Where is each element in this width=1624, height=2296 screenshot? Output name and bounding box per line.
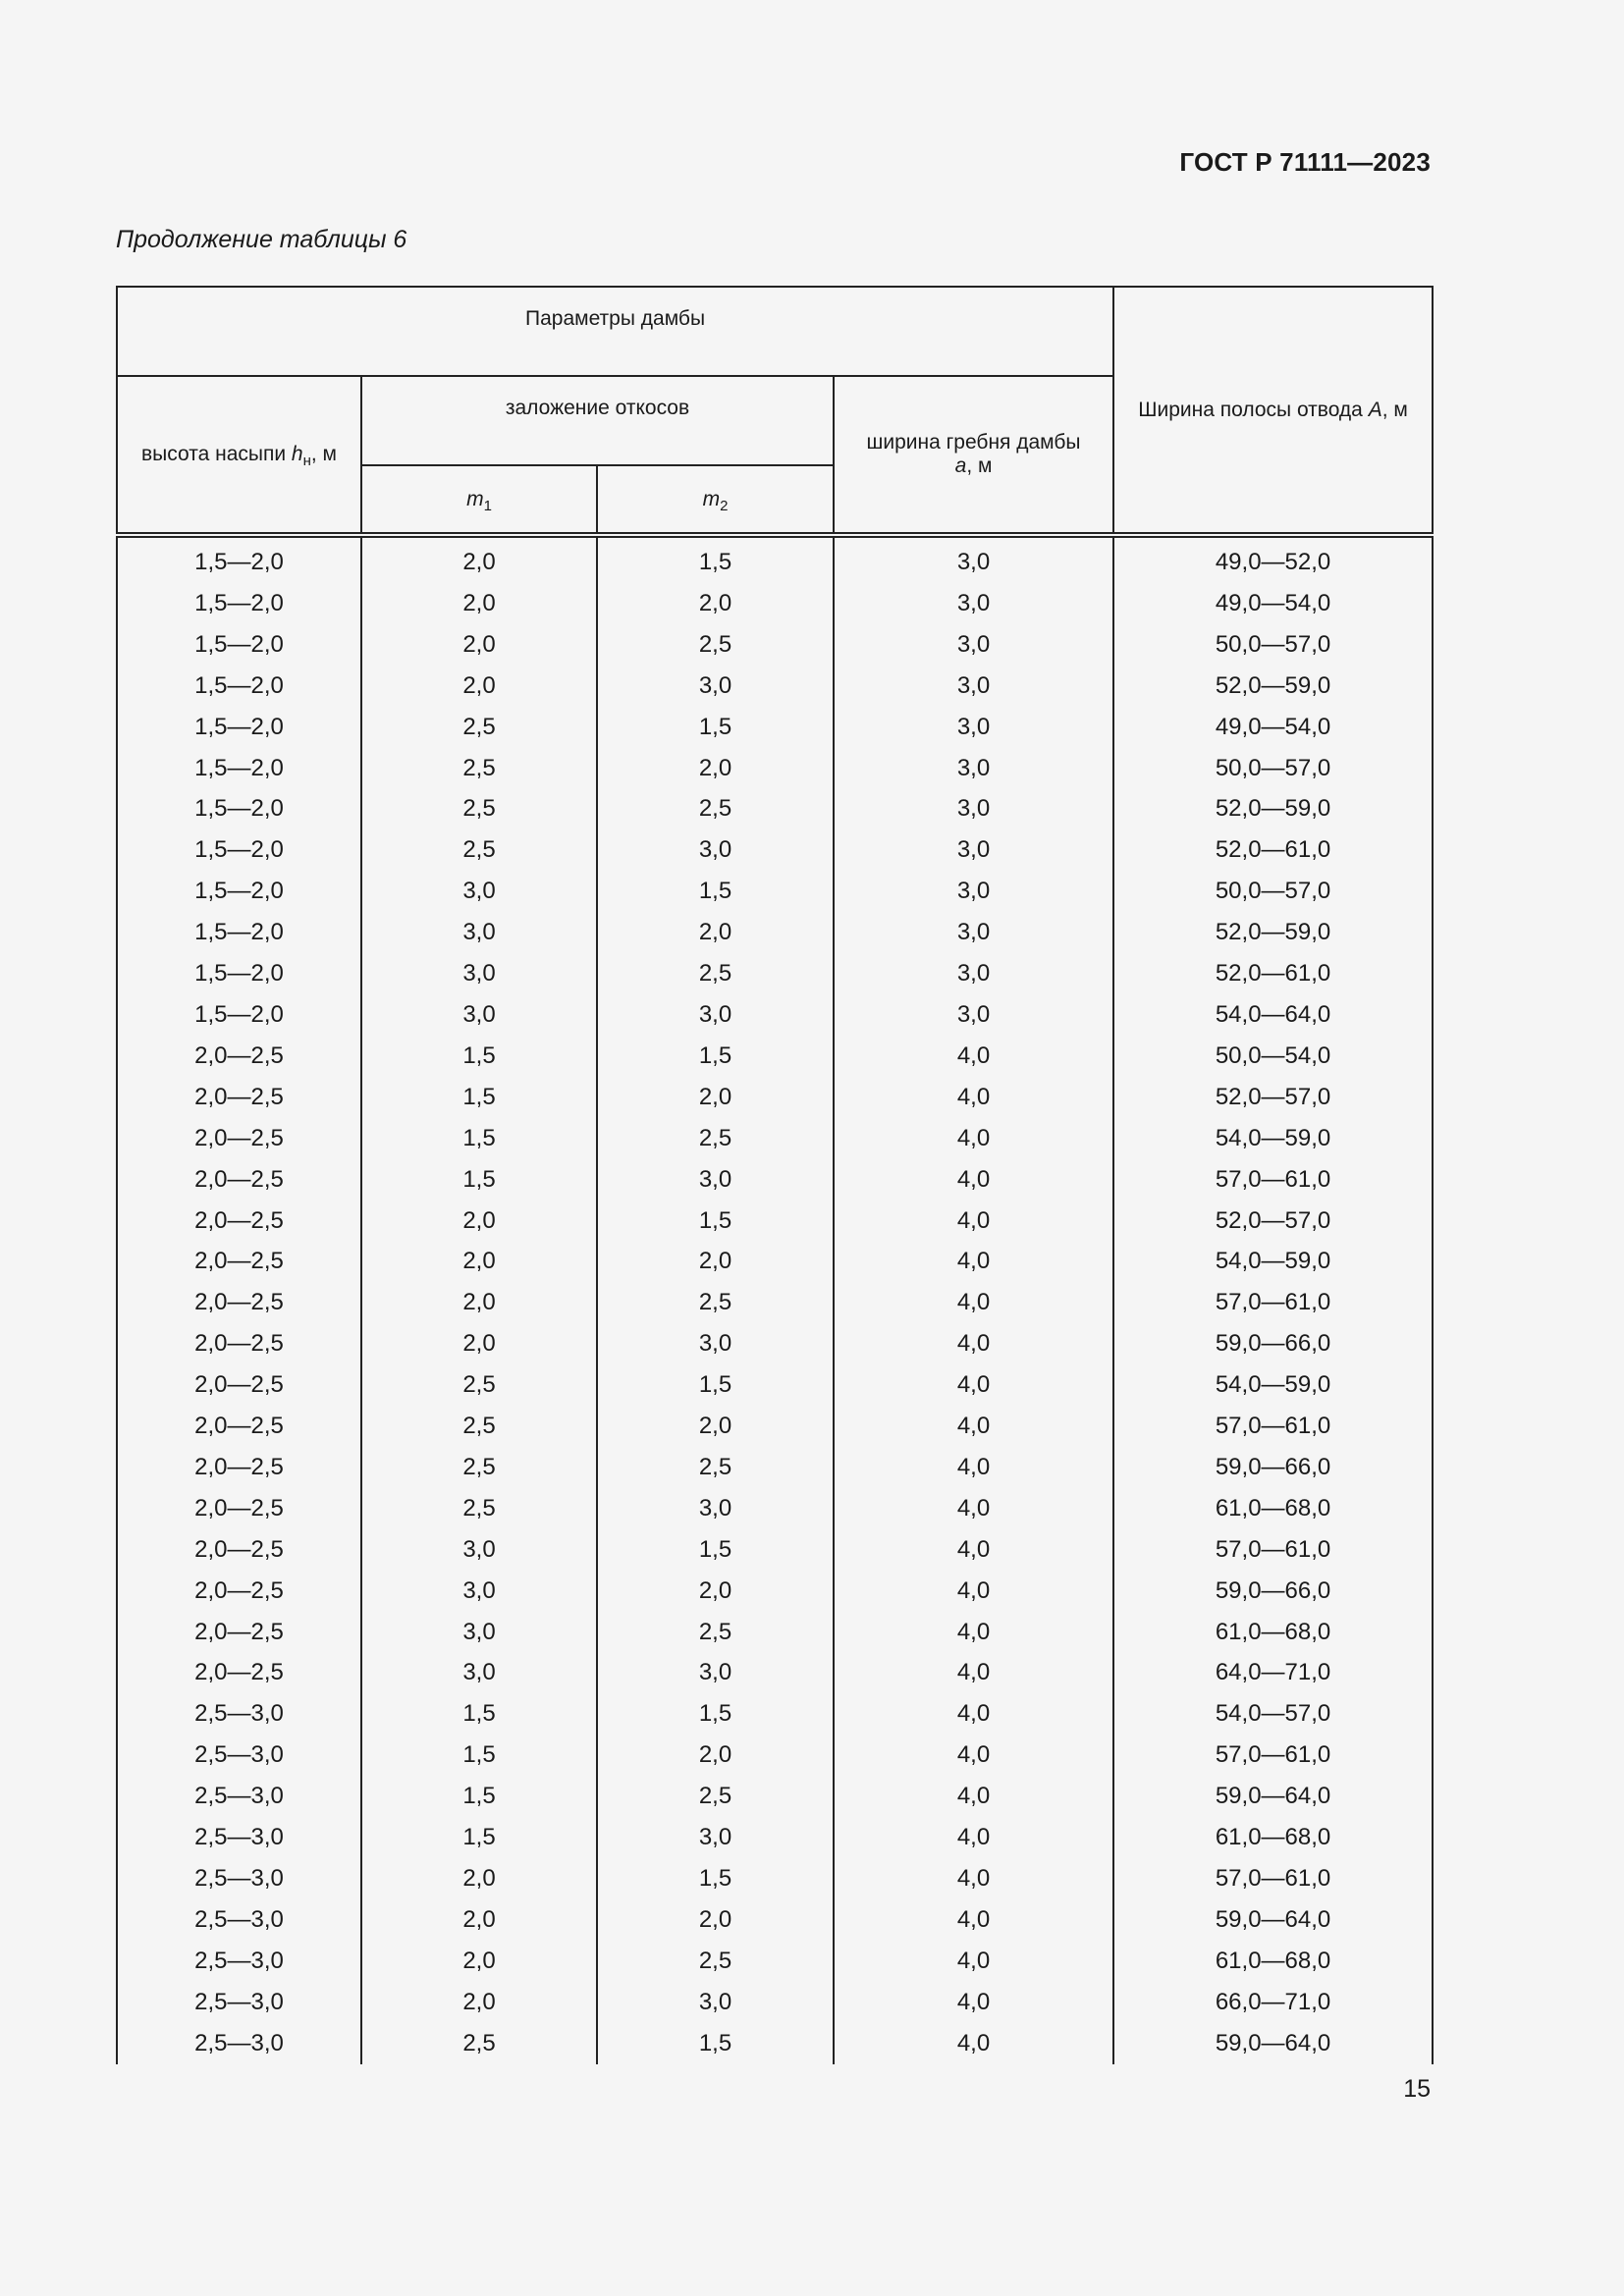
table-row xyxy=(117,1899,1433,1941)
cell-strip-width: 57,0—61,0 xyxy=(1113,1406,1433,1447)
header-m1 xyxy=(361,465,597,535)
cell-crest-width: 4,0 xyxy=(834,1159,1113,1201)
cell-height: 2,5—3,0 xyxy=(117,1941,361,1982)
cell-strip-width: 54,0—59,0 xyxy=(1113,1364,1433,1406)
cell-crest-width: 4,0 xyxy=(834,1776,1113,1817)
header-crest-width xyxy=(834,376,1113,535)
cell-m1: 2,0 xyxy=(361,1941,597,1982)
cell-height: 2,0—2,5 xyxy=(117,1159,361,1201)
cell-height: 1,5—2,0 xyxy=(117,583,361,624)
table-row xyxy=(117,707,1433,748)
header-dam-parameters: Параметры дамбы xyxy=(117,287,1113,376)
cell-m1: 3,0 xyxy=(361,1652,597,1693)
cell-strip-width: 61,0—68,0 xyxy=(1113,1612,1433,1653)
cell-height: 2,0—2,5 xyxy=(117,1036,361,1077)
cell-m2: 2,0 xyxy=(597,583,834,624)
cell-m2: 2,0 xyxy=(597,1077,834,1118)
cell-height: 2,0—2,5 xyxy=(117,1612,361,1653)
cell-strip-width: 49,0—52,0 xyxy=(1113,535,1433,583)
cell-m2: 1,5 xyxy=(597,1858,834,1899)
cell-m2: 2,5 xyxy=(597,1447,834,1488)
table-row xyxy=(117,1776,1433,1817)
cell-m2: 3,0 xyxy=(597,1323,834,1364)
cell-m2: 2,0 xyxy=(597,1899,834,1941)
cell-height: 1,5—2,0 xyxy=(117,535,361,583)
table-row xyxy=(117,1858,1433,1899)
header-height-symbol: h xyxy=(291,443,303,465)
cell-m1: 2,5 xyxy=(361,2023,597,2064)
cell-height: 1,5—2,0 xyxy=(117,748,361,789)
cell-height: 1,5—2,0 xyxy=(117,953,361,994)
cell-m2: 1,5 xyxy=(597,535,834,583)
cell-crest-width: 4,0 xyxy=(834,1118,1113,1159)
cell-m1: 2,0 xyxy=(361,1241,597,1282)
cell-height: 1,5—2,0 xyxy=(117,871,361,912)
cell-height: 2,5—3,0 xyxy=(117,1693,361,1735)
table-row xyxy=(117,1941,1433,1982)
cell-strip-width: 61,0—68,0 xyxy=(1113,1488,1433,1529)
cell-m2: 3,0 xyxy=(597,1488,834,1529)
cell-m2: 2,5 xyxy=(597,624,834,666)
header-embankment-height xyxy=(117,376,361,535)
cell-strip-width: 50,0—57,0 xyxy=(1113,871,1433,912)
table-row xyxy=(117,912,1433,953)
table-row xyxy=(117,666,1433,707)
cell-m1: 1,5 xyxy=(361,1735,597,1776)
cell-height: 2,0—2,5 xyxy=(117,1323,361,1364)
header-strip-width xyxy=(1113,287,1433,535)
cell-strip-width: 52,0—57,0 xyxy=(1113,1077,1433,1118)
cell-strip-width: 59,0—66,0 xyxy=(1113,1323,1433,1364)
header-m2-subscript: 2 xyxy=(720,497,729,514)
cell-height: 2,5—3,0 xyxy=(117,1776,361,1817)
cell-m2: 3,0 xyxy=(597,829,834,871)
cell-crest-width: 4,0 xyxy=(834,1982,1113,2023)
header-crest-unit: , м xyxy=(966,454,993,477)
table-row xyxy=(117,1159,1433,1201)
cell-crest-width: 4,0 xyxy=(834,1323,1113,1364)
cell-m2: 2,0 xyxy=(597,912,834,953)
cell-height: 2,5—3,0 xyxy=(117,1982,361,2023)
cell-height: 2,0—2,5 xyxy=(117,1652,361,1693)
cell-strip-width: 52,0—61,0 xyxy=(1113,829,1433,871)
cell-m1: 2,5 xyxy=(361,1364,597,1406)
cell-m1: 2,5 xyxy=(361,1447,597,1488)
document-standard-id: ГОСТ Р 71111—2023 xyxy=(1179,147,1431,177)
cell-m1: 3,0 xyxy=(361,1612,597,1653)
cell-strip-width: 52,0—57,0 xyxy=(1113,1201,1433,1242)
cell-m2: 2,5 xyxy=(597,1612,834,1653)
cell-crest-width: 3,0 xyxy=(834,707,1113,748)
table-row xyxy=(117,2023,1433,2064)
table-row xyxy=(117,1693,1433,1735)
cell-m1: 3,0 xyxy=(361,912,597,953)
cell-m1: 1,5 xyxy=(361,1817,597,1858)
table-row xyxy=(117,1817,1433,1858)
table-row xyxy=(117,1529,1433,1571)
cell-m1: 1,5 xyxy=(361,1118,597,1159)
cell-m1: 2,0 xyxy=(361,624,597,666)
cell-height: 1,5—2,0 xyxy=(117,666,361,707)
cell-strip-width: 59,0—64,0 xyxy=(1113,1776,1433,1817)
table-row xyxy=(117,1447,1433,1488)
header-strip-width-unit: , м xyxy=(1381,398,1408,421)
cell-strip-width: 54,0—59,0 xyxy=(1113,1241,1433,1282)
cell-strip-width: 52,0—61,0 xyxy=(1113,953,1433,994)
cell-crest-width: 3,0 xyxy=(834,994,1113,1036)
cell-strip-width: 57,0—61,0 xyxy=(1113,1282,1433,1323)
cell-height: 1,5—2,0 xyxy=(117,994,361,1036)
cell-m1: 2,0 xyxy=(361,1899,597,1941)
cell-strip-width: 57,0—61,0 xyxy=(1113,1529,1433,1571)
cell-m2: 1,5 xyxy=(597,1529,834,1571)
header-m2 xyxy=(597,465,834,535)
header-height-text: высота насыпи xyxy=(141,443,292,465)
cell-crest-width: 4,0 xyxy=(834,1241,1113,1282)
table-row xyxy=(117,583,1433,624)
cell-m2: 2,0 xyxy=(597,1735,834,1776)
cell-height: 2,0—2,5 xyxy=(117,1447,361,1488)
cell-strip-width: 57,0—61,0 xyxy=(1113,1159,1433,1201)
cell-crest-width: 3,0 xyxy=(834,666,1113,707)
cell-m1: 3,0 xyxy=(361,871,597,912)
table-row xyxy=(117,1323,1433,1364)
cell-strip-width: 57,0—61,0 xyxy=(1113,1858,1433,1899)
cell-m2: 3,0 xyxy=(597,994,834,1036)
cell-m2: 3,0 xyxy=(597,1982,834,2023)
cell-m1: 2,5 xyxy=(361,748,597,789)
table-row xyxy=(117,1406,1433,1447)
cell-crest-width: 4,0 xyxy=(834,1282,1113,1323)
cell-m1: 2,0 xyxy=(361,1982,597,2023)
cell-m2: 3,0 xyxy=(597,1159,834,1201)
header-crest-text: ширина гребня дамбы xyxy=(866,431,1081,454)
cell-strip-width: 52,0—59,0 xyxy=(1113,666,1433,707)
cell-m1: 2,5 xyxy=(361,1488,597,1529)
cell-crest-width: 3,0 xyxy=(834,912,1113,953)
cell-crest-width: 4,0 xyxy=(834,1612,1113,1653)
table-row xyxy=(117,748,1433,789)
table-row xyxy=(117,624,1433,666)
cell-m1: 3,0 xyxy=(361,953,597,994)
cell-height: 2,0—2,5 xyxy=(117,1571,361,1612)
table-row xyxy=(117,1118,1433,1159)
cell-m2: 2,5 xyxy=(597,1282,834,1323)
cell-m1: 1,5 xyxy=(361,1693,597,1735)
table-row xyxy=(117,1364,1433,1406)
cell-strip-width: 49,0—54,0 xyxy=(1113,583,1433,624)
cell-height: 1,5—2,0 xyxy=(117,788,361,829)
cell-strip-width: 54,0—64,0 xyxy=(1113,994,1433,1036)
cell-m2: 1,5 xyxy=(597,871,834,912)
cell-crest-width: 3,0 xyxy=(834,624,1113,666)
cell-crest-width: 4,0 xyxy=(834,1571,1113,1612)
cell-crest-width: 4,0 xyxy=(834,1941,1113,1982)
table-row xyxy=(117,829,1433,871)
cell-height: 1,5—2,0 xyxy=(117,912,361,953)
cell-m2: 1,5 xyxy=(597,1364,834,1406)
page-number: 15 xyxy=(1403,2075,1431,2103)
cell-height: 2,5—3,0 xyxy=(117,1899,361,1941)
cell-strip-width: 57,0—61,0 xyxy=(1113,1735,1433,1776)
cell-height: 2,5—3,0 xyxy=(117,1817,361,1858)
cell-crest-width: 4,0 xyxy=(834,1529,1113,1571)
cell-m2: 1,5 xyxy=(597,1201,834,1242)
cell-m1: 3,0 xyxy=(361,994,597,1036)
table-row xyxy=(117,871,1433,912)
cell-crest-width: 4,0 xyxy=(834,1447,1113,1488)
cell-crest-width: 4,0 xyxy=(834,1858,1113,1899)
table-row xyxy=(117,1036,1433,1077)
table-row xyxy=(117,1077,1433,1118)
cell-m1: 2,0 xyxy=(361,583,597,624)
cell-m1: 2,5 xyxy=(361,788,597,829)
table-row xyxy=(117,1571,1433,1612)
cell-crest-width: 4,0 xyxy=(834,1899,1113,1941)
cell-m1: 2,0 xyxy=(361,1858,597,1899)
cell-crest-width: 3,0 xyxy=(834,535,1113,583)
header-m1-subscript: 1 xyxy=(483,497,492,514)
cell-height: 2,0—2,5 xyxy=(117,1282,361,1323)
cell-height: 2,0—2,5 xyxy=(117,1201,361,1242)
cell-m1: 2,5 xyxy=(361,1406,597,1447)
cell-m1: 1,5 xyxy=(361,1036,597,1077)
cell-crest-width: 4,0 xyxy=(834,1077,1113,1118)
cell-height: 2,0—2,5 xyxy=(117,1118,361,1159)
header-slope-ratio: заложение откосов xyxy=(361,376,834,465)
table-row xyxy=(117,1735,1433,1776)
cell-height: 2,5—3,0 xyxy=(117,1858,361,1899)
cell-m1: 1,5 xyxy=(361,1077,597,1118)
header-height-unit: , м xyxy=(310,443,337,465)
cell-crest-width: 3,0 xyxy=(834,953,1113,994)
cell-m2: 2,5 xyxy=(597,1941,834,1982)
cell-strip-width: 64,0—71,0 xyxy=(1113,1652,1433,1693)
cell-strip-width: 59,0—64,0 xyxy=(1113,2023,1433,2064)
cell-m2: 2,5 xyxy=(597,1118,834,1159)
cell-crest-width: 3,0 xyxy=(834,829,1113,871)
cell-m2: 1,5 xyxy=(597,1693,834,1735)
cell-m2: 2,0 xyxy=(597,1406,834,1447)
cell-crest-width: 4,0 xyxy=(834,1652,1113,1693)
cell-m1: 2,5 xyxy=(361,707,597,748)
cell-m1: 1,5 xyxy=(361,1776,597,1817)
header-strip-width-text: Ширина полосы отвода xyxy=(1138,398,1369,421)
cell-m1: 2,0 xyxy=(361,666,597,707)
cell-strip-width: 52,0—59,0 xyxy=(1113,912,1433,953)
cell-m1: 1,5 xyxy=(361,1159,597,1201)
cell-m1: 2,5 xyxy=(361,829,597,871)
cell-crest-width: 3,0 xyxy=(834,788,1113,829)
cell-m1: 2,0 xyxy=(361,1323,597,1364)
cell-strip-width: 59,0—64,0 xyxy=(1113,1899,1433,1941)
table-row xyxy=(117,535,1433,583)
table-container xyxy=(116,286,1432,2064)
table-row xyxy=(117,994,1433,1036)
cell-m2: 2,0 xyxy=(597,748,834,789)
table-row xyxy=(117,788,1433,829)
cell-m2: 3,0 xyxy=(597,1652,834,1693)
header-m2-symbol: m xyxy=(702,487,721,510)
cell-height: 2,5—3,0 xyxy=(117,1735,361,1776)
cell-crest-width: 3,0 xyxy=(834,871,1113,912)
cell-height: 2,0—2,5 xyxy=(117,1241,361,1282)
table-row xyxy=(117,1982,1433,2023)
table-row xyxy=(117,1201,1433,1242)
cell-m1: 2,0 xyxy=(361,535,597,583)
cell-m2: 3,0 xyxy=(597,1817,834,1858)
cell-strip-width: 61,0—68,0 xyxy=(1113,1941,1433,1982)
table-body xyxy=(117,535,1433,2064)
cell-height: 2,0—2,5 xyxy=(117,1529,361,1571)
cell-height: 1,5—2,0 xyxy=(117,829,361,871)
cell-m2: 2,5 xyxy=(597,1776,834,1817)
cell-crest-width: 3,0 xyxy=(834,583,1113,624)
cell-strip-width: 66,0—71,0 xyxy=(1113,1982,1433,2023)
table-row xyxy=(117,1241,1433,1282)
cell-strip-width: 54,0—59,0 xyxy=(1113,1118,1433,1159)
cell-height: 2,0—2,5 xyxy=(117,1406,361,1447)
cell-strip-width: 49,0—54,0 xyxy=(1113,707,1433,748)
cell-m1: 3,0 xyxy=(361,1571,597,1612)
cell-crest-width: 4,0 xyxy=(834,1201,1113,1242)
cell-m2: 1,5 xyxy=(597,1036,834,1077)
cell-m2: 2,0 xyxy=(597,1571,834,1612)
header-height-subscript: н xyxy=(302,453,311,469)
table-header xyxy=(117,287,1433,535)
cell-crest-width: 4,0 xyxy=(834,1488,1113,1529)
cell-m1: 3,0 xyxy=(361,1529,597,1571)
cell-m2: 2,0 xyxy=(597,1241,834,1282)
cell-height: 2,0—2,5 xyxy=(117,1364,361,1406)
cell-m1: 2,0 xyxy=(361,1282,597,1323)
table-row xyxy=(117,1652,1433,1693)
cell-height: 2,0—2,5 xyxy=(117,1077,361,1118)
cell-height: 1,5—2,0 xyxy=(117,624,361,666)
table-row xyxy=(117,1488,1433,1529)
cell-strip-width: 59,0—66,0 xyxy=(1113,1571,1433,1612)
cell-crest-width: 4,0 xyxy=(834,1817,1113,1858)
table-row xyxy=(117,1612,1433,1653)
cell-m2: 2,5 xyxy=(597,788,834,829)
cell-height: 2,5—3,0 xyxy=(117,2023,361,2064)
cell-crest-width: 4,0 xyxy=(834,1036,1113,1077)
cell-strip-width: 61,0—68,0 xyxy=(1113,1817,1433,1858)
header-strip-width-symbol: A xyxy=(1368,398,1382,421)
cell-crest-width: 4,0 xyxy=(834,1406,1113,1447)
cell-crest-width: 3,0 xyxy=(834,748,1113,789)
cell-strip-width: 50,0—57,0 xyxy=(1113,624,1433,666)
cell-crest-width: 4,0 xyxy=(834,1364,1113,1406)
cell-crest-width: 4,0 xyxy=(834,2023,1113,2064)
cell-crest-width: 4,0 xyxy=(834,1693,1113,1735)
cell-strip-width: 52,0—59,0 xyxy=(1113,788,1433,829)
cell-strip-width: 54,0—57,0 xyxy=(1113,1693,1433,1735)
table-row xyxy=(117,1282,1433,1323)
dam-parameters-table xyxy=(116,286,1434,2064)
cell-m1: 2,0 xyxy=(361,1201,597,1242)
table-row xyxy=(117,953,1433,994)
cell-strip-width: 50,0—57,0 xyxy=(1113,748,1433,789)
cell-m2: 2,5 xyxy=(597,953,834,994)
header-m1-symbol: m xyxy=(466,487,484,510)
cell-height: 2,0—2,5 xyxy=(117,1488,361,1529)
cell-m2: 1,5 xyxy=(597,2023,834,2064)
table-caption: Продолжение таблицы 6 xyxy=(116,226,407,253)
cell-crest-width: 4,0 xyxy=(834,1735,1113,1776)
cell-strip-width: 59,0—66,0 xyxy=(1113,1447,1433,1488)
cell-strip-width: 50,0—54,0 xyxy=(1113,1036,1433,1077)
cell-height: 1,5—2,0 xyxy=(117,707,361,748)
header-crest-symbol: a xyxy=(954,454,967,477)
cell-m2: 3,0 xyxy=(597,666,834,707)
cell-m2: 1,5 xyxy=(597,707,834,748)
